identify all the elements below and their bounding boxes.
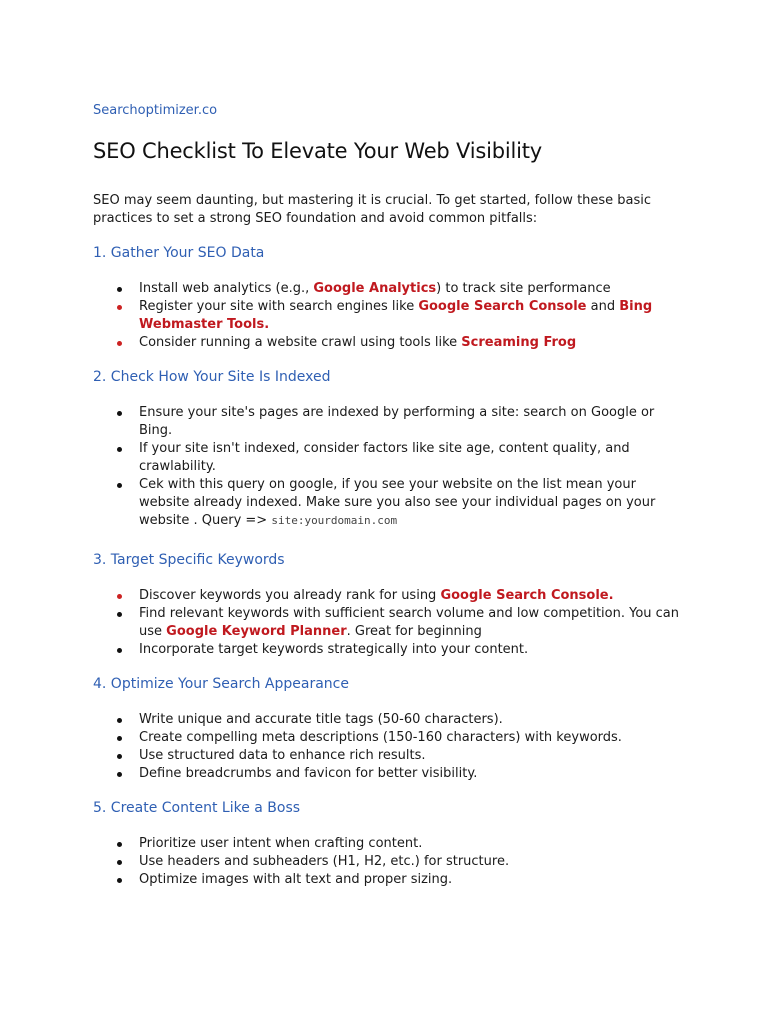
bullet-icon: [117, 594, 122, 599]
list-item: [93, 404, 688, 440]
bullet-icon: [117, 718, 122, 723]
highlighted-tool-name: Screaming Frog: [461, 335, 577, 350]
list-item: [93, 835, 688, 853]
section-heading-4: 4. Optimize Your Search Appearance: [93, 676, 349, 692]
list-item: [93, 641, 688, 659]
item-text: Incorporate target keywords strategically into your content.: [139, 642, 529, 657]
list-item: [93, 729, 688, 747]
bullet-icon: [117, 860, 122, 865]
list-item: [93, 334, 688, 352]
bullet-icon: [117, 648, 122, 653]
item-text: Define breadcrumbs and favicon for better visibility.: [139, 766, 478, 781]
item-text: Write unique and accurate title tags (50-60 characters).: [139, 712, 503, 727]
bullet-icon: [117, 341, 122, 346]
bullet-icon: [117, 287, 122, 292]
section-heading-3: 3. Target Specific Keywords: [93, 552, 285, 568]
bullet-icon: [117, 878, 122, 883]
item-text: Cek with this query on google, if you see your website on the list mean your website already indexed. Make sure you also see your individual pages on your website . Query =>: [139, 477, 656, 528]
list-item: [93, 280, 688, 298]
bullet-icon: [117, 305, 122, 310]
highlighted-tool-name: Google Analytics: [313, 281, 437, 296]
section-list-4: [93, 711, 688, 783]
item-text: Create compelling meta descriptions (150-160 characters) with keywords.: [139, 730, 622, 745]
list-item: [93, 747, 688, 765]
list-item: [93, 440, 688, 476]
list-item: [93, 871, 688, 889]
code-snippet: site:yourdomain.com: [271, 514, 398, 527]
list-item: [93, 711, 688, 729]
item-text: Find relevant keywords with sufficient search volume and low competition. You can use: [139, 606, 680, 639]
item-text: Install web analytics (e.g.,: [139, 281, 314, 296]
bullet-icon: [117, 754, 122, 759]
list-item: [93, 476, 688, 530]
bullet-icon: [117, 842, 122, 847]
list-item: [93, 765, 688, 783]
list-item: [93, 298, 688, 334]
section-heading-5: 5. Create Content Like a Boss: [93, 800, 301, 816]
item-text: Prioritize user intent when crafting content.: [139, 836, 423, 851]
item-text: Use structured data to enhance rich results.: [139, 748, 426, 763]
bullet-icon: [117, 483, 122, 488]
bullet-icon: [117, 736, 122, 741]
bullet-icon: [117, 612, 122, 617]
intro-paragraph: SEO may seem daunting, but mastering it is crucial. To get started, follow these basic practices to set a strong SEO foundation and avoid common pitfalls:: [93, 193, 652, 226]
item-text: . Great for beginning: [346, 624, 482, 639]
bullet-icon: [117, 772, 122, 777]
item-text: ) to track site performance: [436, 281, 611, 296]
item-text: Ensure your site's pages are indexed by performing a site: search on Google or Bing.: [139, 405, 655, 438]
item-text: Consider running a website crawl using tools like: [139, 335, 462, 350]
checklist-sections: [93, 243, 688, 889]
item-text: Use headers and subheaders (H1, H2, etc.) for structure.: [139, 854, 510, 869]
list-item: [93, 605, 688, 641]
item-text: Discover keywords you already rank for using: [139, 588, 441, 603]
list-item: [93, 587, 688, 605]
item-text: If your site isn't indexed, consider factors like site age, content quality, and crawlability.: [139, 441, 630, 474]
section-heading-1: 1. Gather Your SEO Data: [93, 245, 265, 261]
section-list-5: [93, 835, 688, 889]
list-item: [93, 853, 688, 871]
highlighted-tool-name: Google Search Console.: [440, 588, 614, 603]
section-list-3: [93, 587, 688, 659]
highlighted-tool-name: Bing Webmaster Tools.: [139, 299, 653, 332]
item-text: Register your site with search engines like: [139, 299, 419, 314]
bullet-icon: [117, 411, 122, 416]
highlighted-tool-name: Google Keyword Planner: [166, 624, 347, 639]
section-list-1: [93, 280, 688, 352]
bullet-icon: [117, 447, 122, 452]
page-title: SEO Checklist To Elevate Your Web Visibility: [93, 139, 543, 163]
item-text: Optimize images with alt text and proper sizing.: [139, 872, 453, 887]
site-link[interactable]: Searchoptimizer.co: [93, 103, 218, 118]
section-list-2: [93, 404, 688, 530]
item-text: and: [586, 299, 620, 314]
section-heading-2: 2. Check How Your Site Is Indexed: [93, 369, 331, 385]
highlighted-tool-name: Google Search Console: [418, 299, 587, 314]
